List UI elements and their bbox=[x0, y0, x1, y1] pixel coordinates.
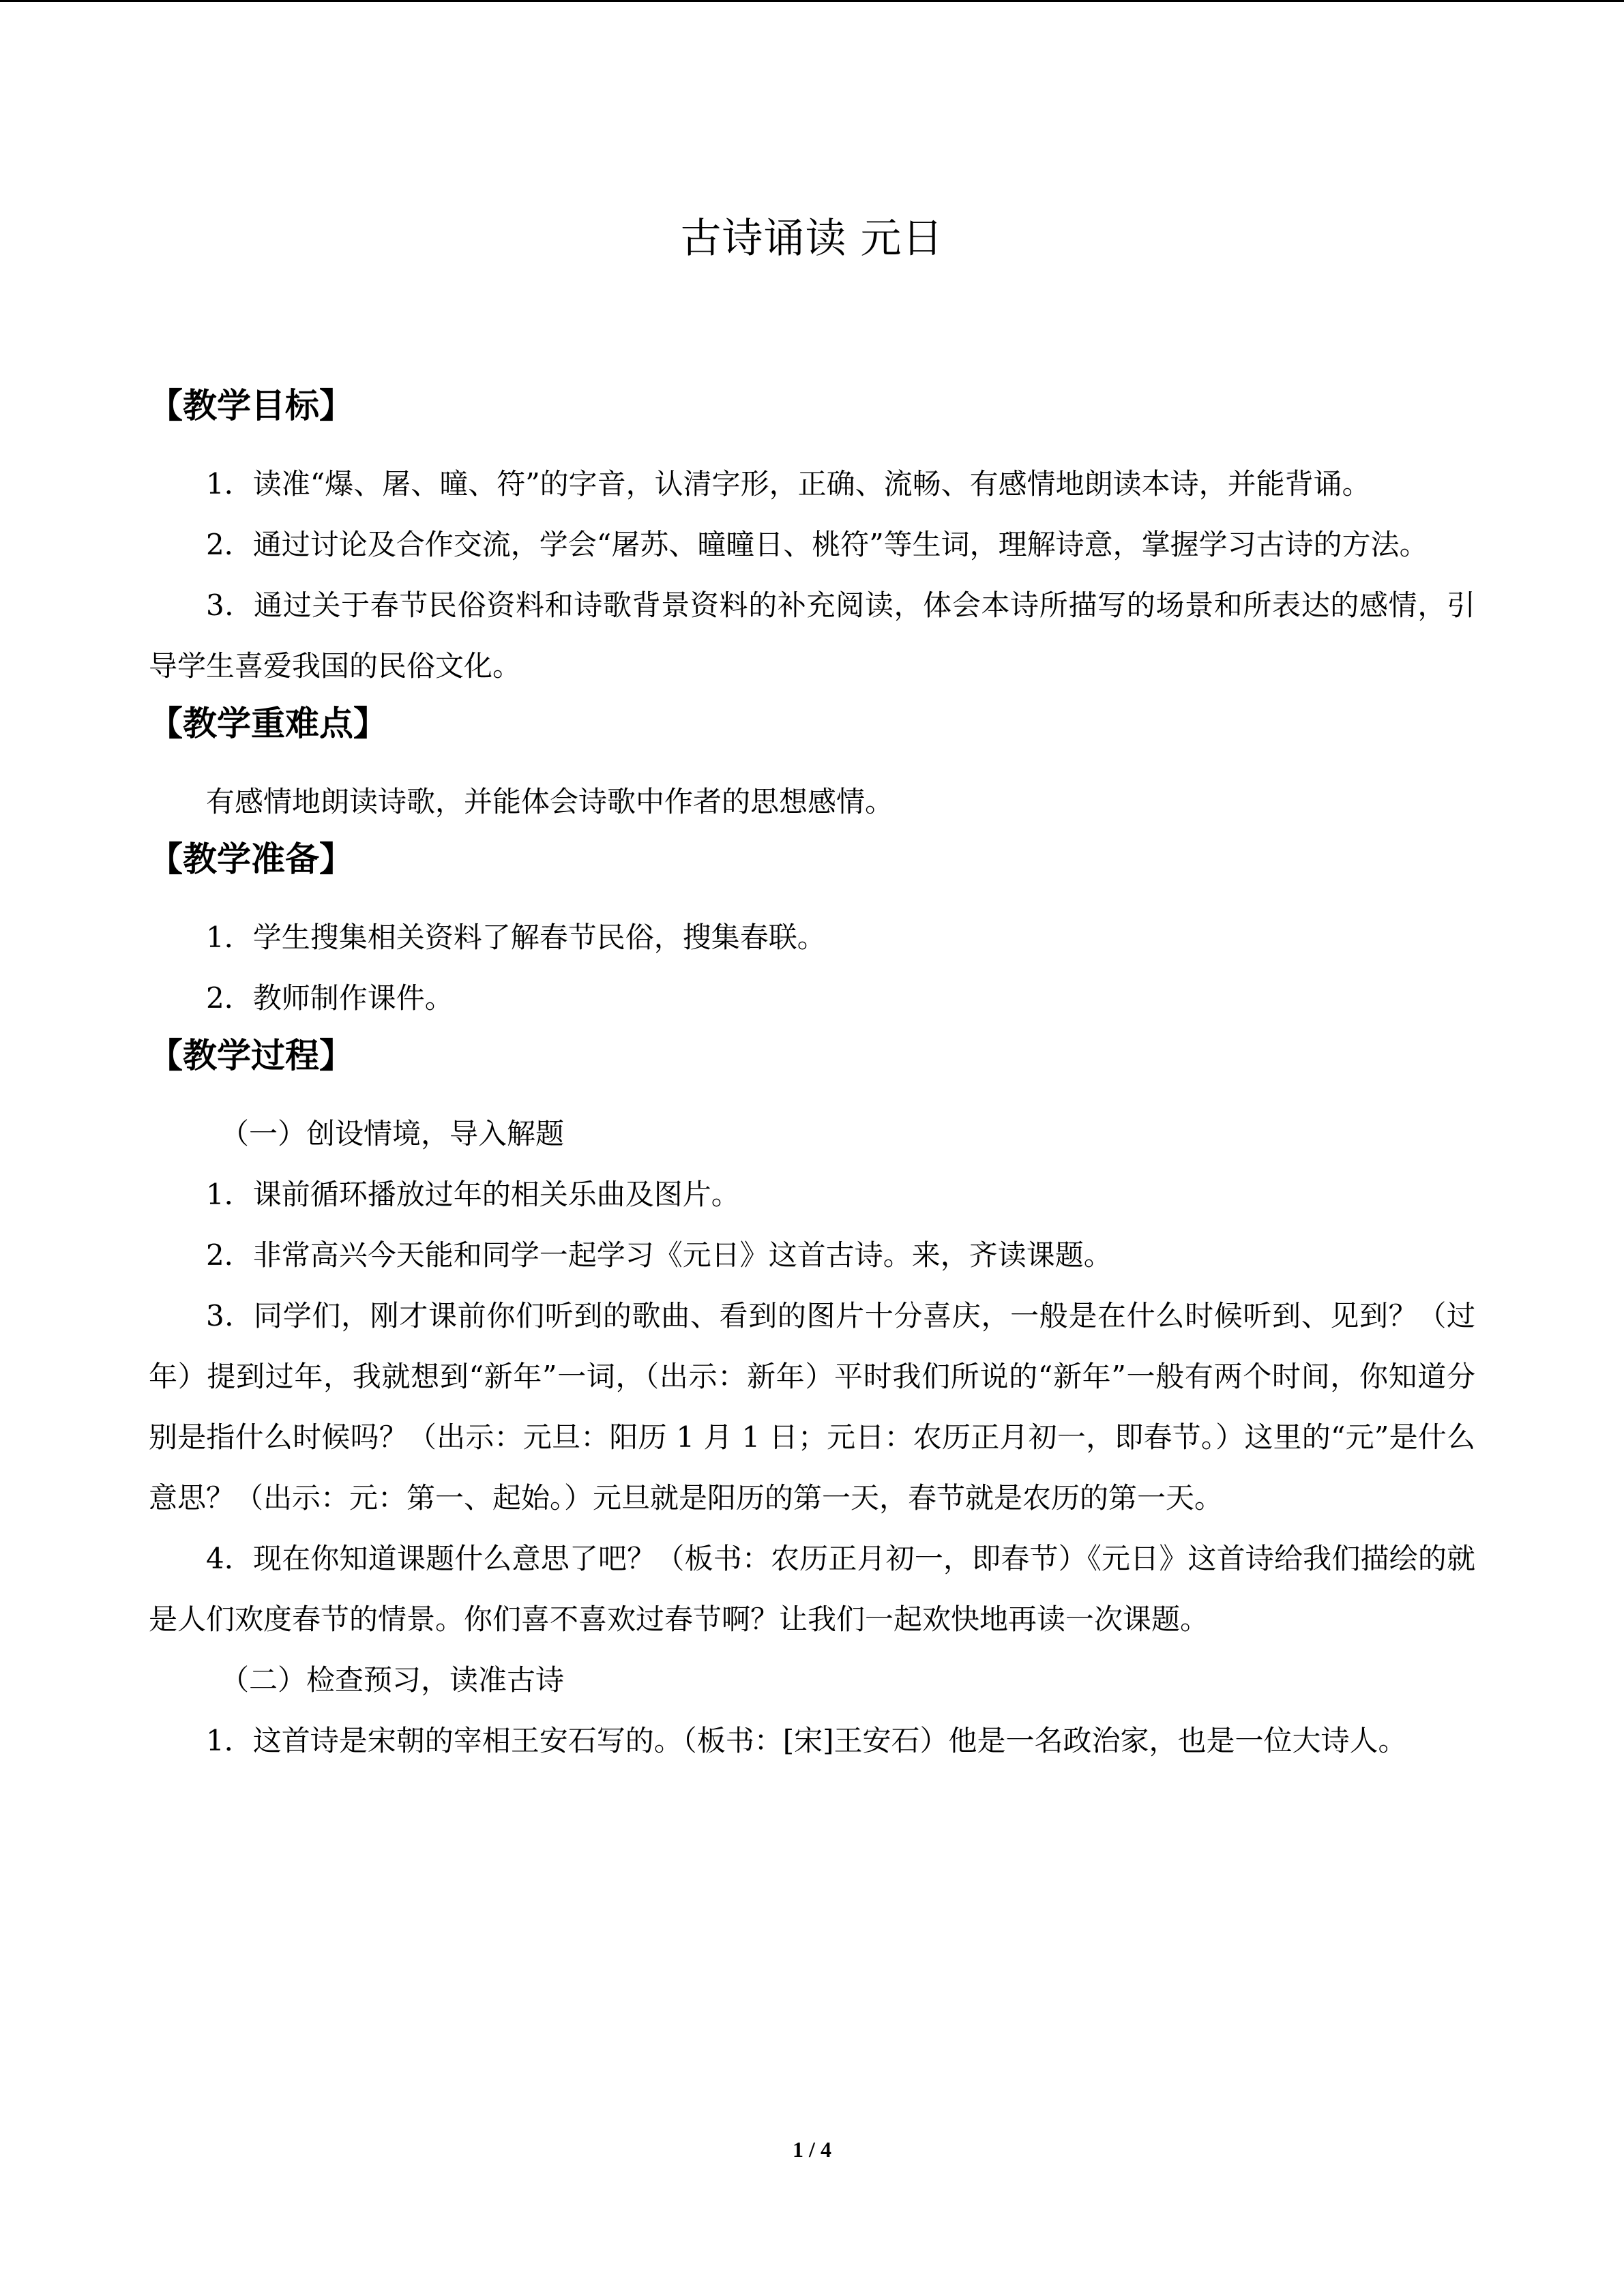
heading-key-points: 【教学重难点】 bbox=[149, 704, 387, 743]
process-item: 4．现在你知道课题什么意思了吧？（板书：农历正月初一，即春节）《元日》这首诗给我们描绘的就是人们欢度春节的情景。你们喜不喜欢过春节啊？让我们一起欢快地再读一次课题。 bbox=[149, 1542, 1475, 1636]
heading-teaching-process: 【教学过程】 bbox=[149, 1036, 353, 1075]
key-points-text: 有感情地朗读诗歌，并能体会诗歌中作者的思想感情。 bbox=[206, 785, 894, 818]
preparation-item: 2．教师制作课件。 bbox=[206, 981, 454, 1015]
process-part2-title: （二）检查预习，读准古诗 bbox=[220, 1663, 565, 1697]
heading-preparation: 【教学准备】 bbox=[149, 839, 353, 879]
process-part1-title: （一）创设情境，导入解题 bbox=[220, 1117, 565, 1150]
goal-item: 3．通过关于春节民俗资料和诗歌背景资料的补充阅读，体会本诗所描写的场景和所表达的感情，引导学生喜爱我国的民俗文化。 bbox=[149, 588, 1475, 683]
process-item: 2．非常高兴今天能和同学一起学习《元日》这首古诗。来，齐读课题。 bbox=[206, 1238, 1112, 1272]
heading-teaching-goals: 【教学目标】 bbox=[149, 386, 353, 426]
goal-item: 2．通过讨论及合作交流，学会“屠苏、曈曈日、桃符”等生词，理解诗意，掌握学习古诗的方法。 bbox=[206, 528, 1428, 561]
top-border-line bbox=[0, 0, 1624, 2]
page-title: 古诗诵读 元日 bbox=[680, 215, 944, 263]
goal-item: 1．读准“爆、屠、曈、符”的字音，认清字形，正确、流畅、有感情地朗读本诗，并能背诵。 bbox=[206, 467, 1371, 501]
process-item: 1．这首诗是宋朝的宰相王安石写的。（板书：[宋]王安石）他是一名政治家，也是一位大诗人。 bbox=[206, 1724, 1407, 1757]
document-body bbox=[149, 378, 1475, 1771]
preparation-item: 1．学生搜集相关资料了解春节民俗，搜集春联。 bbox=[206, 921, 826, 954]
process-item: 1．课前循环播放过年的相关乐曲及图片。 bbox=[206, 1178, 740, 1211]
process-item: 3．同学们，刚才课前你们听到的歌曲、看到的图片十分喜庆，一般是在什么时候听到、见到？（过年）提到过年，我就想到“新年”一词，（出示：新年）平时我们所说的“新年”一般有两个时间，你知道分别是指什么时候吗？（出示：元旦：阳历 1 月 1 日；元日：农历正月初一，即春节。）这里的“元”是什么意思？（出示：元：第一、起始。）元旦就是阳历的第一天，春节就是农历的第一天。 bbox=[149, 1299, 1475, 1515]
page-number: 1 / 4 bbox=[793, 2137, 831, 2162]
